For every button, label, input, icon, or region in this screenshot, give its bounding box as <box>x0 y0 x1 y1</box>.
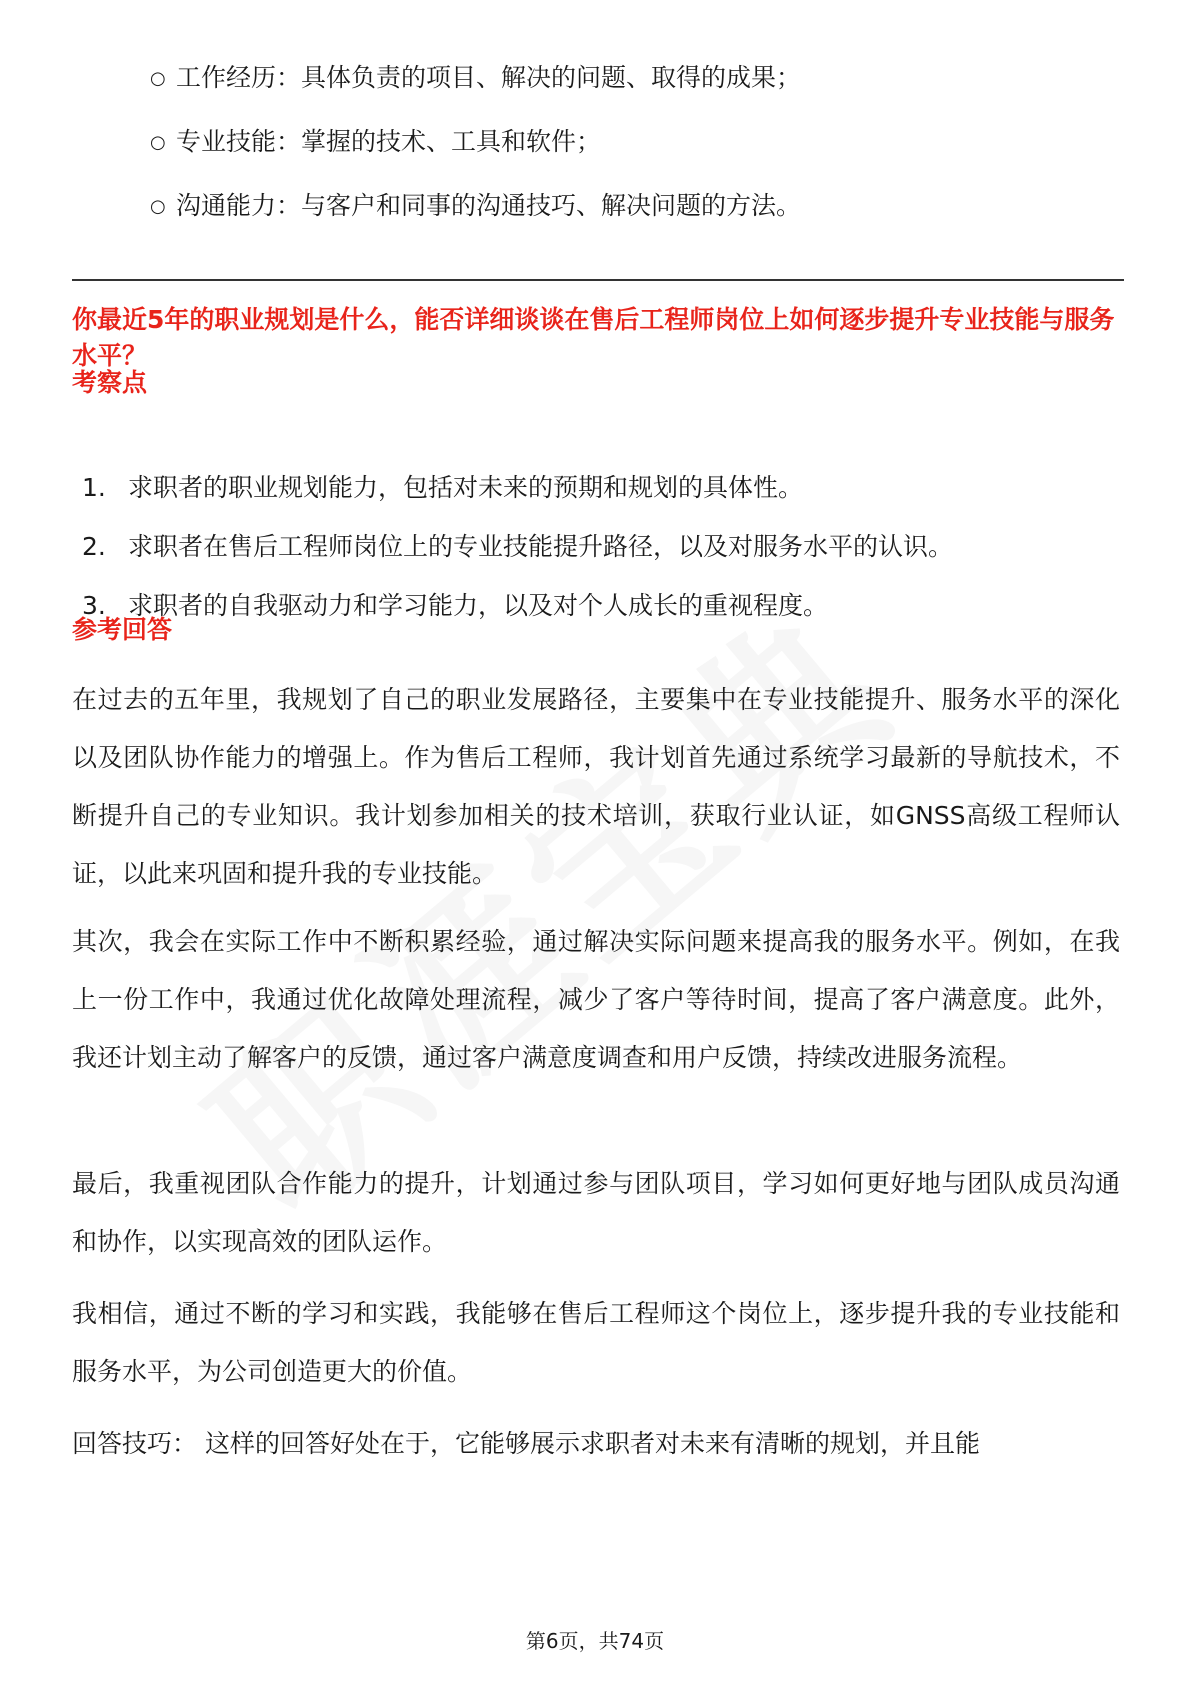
tips-paragraph: 回答技巧： 这样的回答好处在于，它能够展示求职者对未来有清晰的规划，并且能 <box>72 1429 980 1458</box>
list-item: ○ 工作经历：具体负责的项目、解决的问题、取得的成果； <box>150 60 801 96</box>
list-item: 1. 求职者的职业规划能力，包括对未来的预期和规划的具体性。 <box>82 473 804 502</box>
list-item: ○ 沟通能力：与客户和同事的沟通技巧、解决问题的方法。 <box>150 188 801 224</box>
focus-heading: 考察点 <box>72 368 148 397</box>
answer-paragraph: 其次，我会在实际工作中不断积累经验，通过解决实际问题来提高我的服务水平。例如，在我上一份工作中，我通过优化故障处理流程，减少了客户等待时间，提高了客户满意度。此外，我还计划主动了解客户的反馈，通过客户满意度调查和用户反馈，持续改进服务流程。 <box>72 927 1120 1072</box>
hollow-bullet-icon: ○ <box>150 196 166 217</box>
question-title: 你最近5年的职业规划是什么，能否详细谈谈在售后工程师岗位上如何逐步提升专业技能与服务水平？ <box>72 305 1115 370</box>
list-item: 3. 求职者的自我驱动力和学习能力，以及对个人成长的重视程度。 <box>82 591 829 620</box>
list-item: ○ 专业技能：掌握的技术、工具和软件； <box>150 124 801 160</box>
section-divider <box>72 279 1124 281</box>
list-item: 2. 求职者在售后工程师岗位上的专业技能提升路径，以及对服务水平的认识。 <box>82 532 954 561</box>
answer-paragraph: 在过去的五年里，我规划了自己的职业发展路径，主要集中在专业技能提升、服务水平的深化以及团队协作能力的增强上。作为售后工程师，我计划首先通过系统学习最新的导航技术，不断提升自己的专业知识。我计划参加相关的技术培训，获取行业认证，如GNSS高级工程师认证，以此来巩固和提升我的专业技能。 <box>72 685 1120 888</box>
focus-list <box>82 470 953 647</box>
hollow-bullet-icon: ○ <box>150 68 166 89</box>
answer-paragraph: 我相信，通过不断的学习和实践，我能够在售后工程师这个岗位上，逐步提升我的专业技能和服务水平，为公司创造更大的价值。 <box>72 1299 1120 1386</box>
hollow-bullet-icon: ○ <box>150 132 166 153</box>
answer-heading: 参考回答 <box>72 615 173 644</box>
answer-paragraph: 最后，我重视团队合作能力的提升，计划通过参与团队项目，学习如何更好地与团队成员沟通和协作，以实现高效的团队运作。 <box>72 1169 1120 1256</box>
page-number: 第6页，共74页 <box>525 1629 665 1653</box>
bullet-list <box>150 60 801 252</box>
